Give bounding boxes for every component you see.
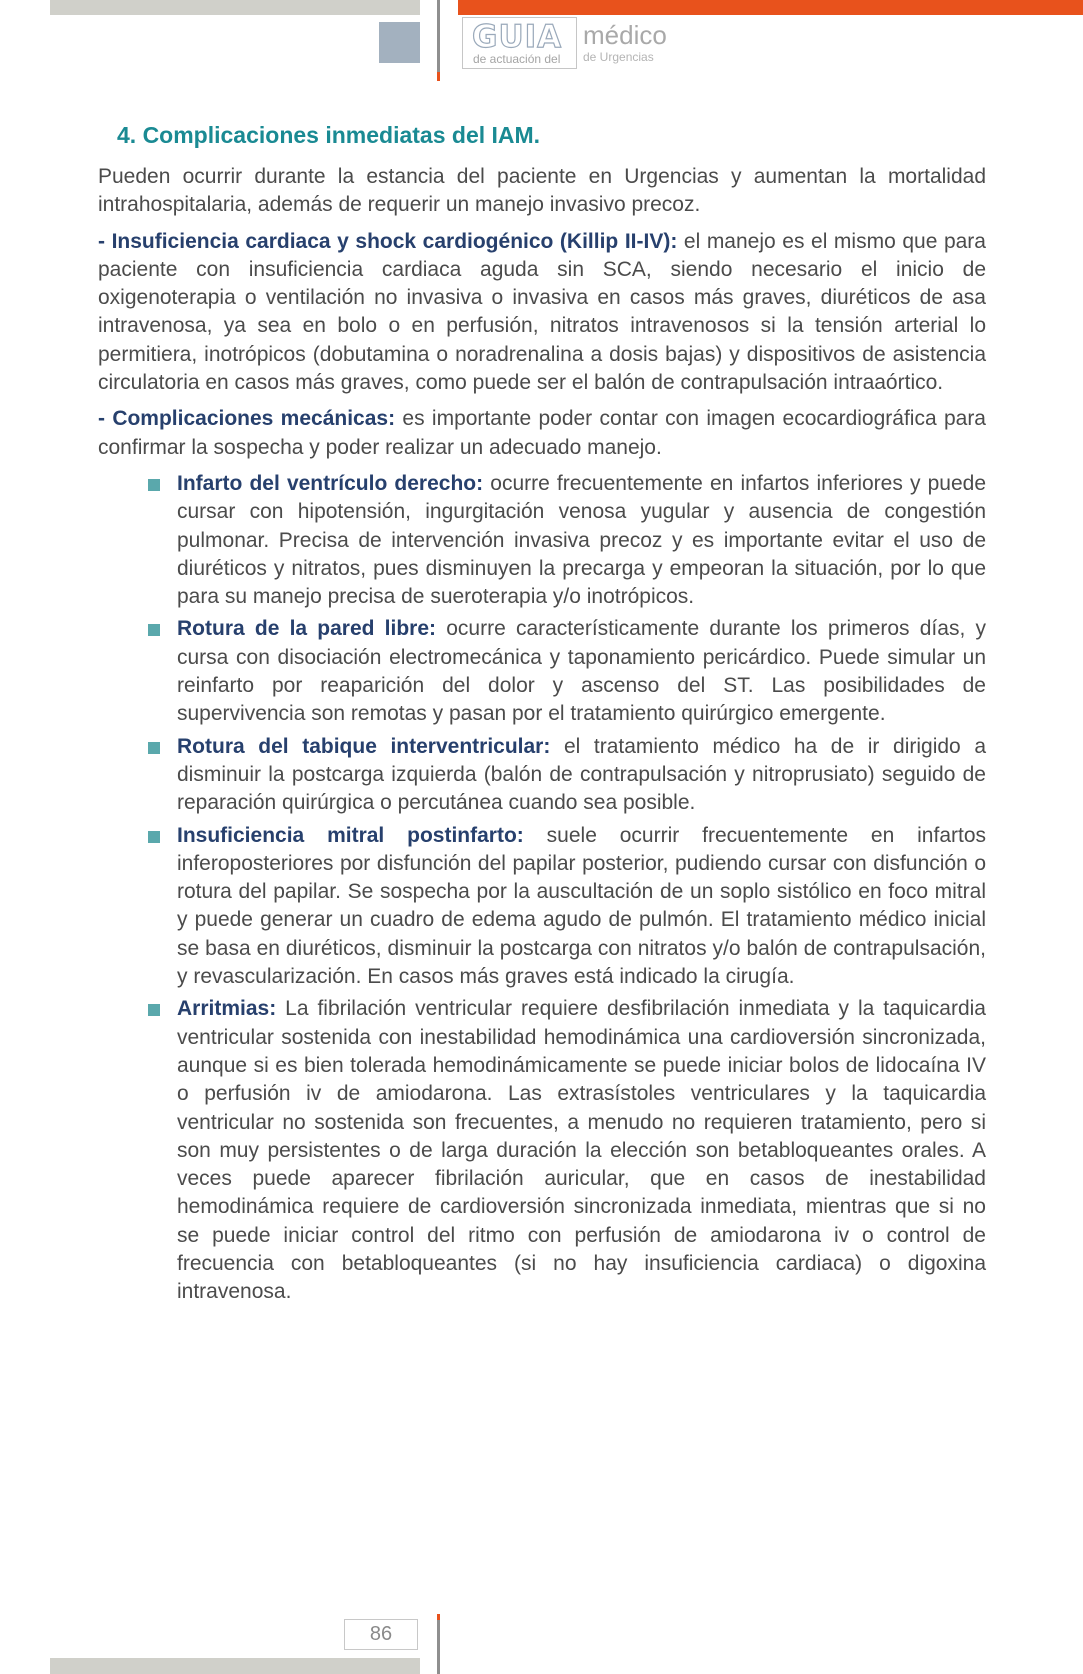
page-number: 86 (344, 1619, 418, 1650)
square-bullet-icon (148, 624, 160, 636)
intro-paragraph: Pueden ocurrir durante la estancia del paciente en Urgencias y aumentan la mortalidad intrahospitalaria, además de requerir un manejo invasivo precoz. (98, 165, 986, 217)
header-square-decoration (379, 22, 420, 63)
square-bullet-icon (148, 479, 160, 491)
mechanical-complications-text: es importante poder contar con imagen ecocardiográfica para confirmar la sospecha y poder realizar un adecuado manejo. (98, 407, 986, 459)
list-item-text: ocurre frecuentemente en infartos inferiores y puede cursar con hipotensión, ingurgitación venosa yugular y ausencia de congestión pulmonar. Precisa de intervención invasiva precoz y es importante evitar el uso de diuréticos y nitratos, pues disminuyen la precarga y empeoran la situación, por lo que para su manejo precisa de sueroterapia y/o inotrópicos. (177, 471, 987, 609)
list-item-text: ocurre característicamente durante los primeros días, y cursa con disociación electromecánica y taponamiento pericárdico. Puede simular un reinfarto por reaparición del dolor y ascenso del ST. Las posibilidades de supervivencia son remotas y pasan por el tratamiento quirúrgico emergente. (177, 617, 986, 726)
list-item-text: el tratamiento médico ha de ir dirigido a disminuir la postcarga izquierda (balón de contrapulsación y nitroprusiato) seguido de reparación quirúrgica o percutánea cuando sea posible. (177, 734, 987, 815)
footer-divider-line (437, 1620, 440, 1674)
square-bullet-icon (148, 1004, 160, 1016)
list-item-septal-rupture (98, 733, 986, 818)
square-bullet-icon (148, 742, 160, 754)
list-item-label: Rotura del tabique interventricular: (177, 734, 551, 758)
mechanical-complications-label: - Complicaciones mecánicas: (98, 407, 396, 431)
list-item-arrhythmias (98, 995, 986, 1306)
header-divider-line (437, 0, 440, 78)
heart-failure-paragraph (98, 228, 986, 398)
list-item-text: suele ocurrir frecuentemente en infartos inferoposteriores por disfunción del papilar posterior, pudiendo cursar con disfunción o rotura del papilar. Se sospecha por la auscultación de un soplo sistólico en foco mitral y puede generar un cuadro de edema agudo de pulmón. El tratamiento médico inicial se basa en diuréticos, disminuir la postcarga con nitratos y/o balón de contrapulsación, y revascularización. En casos más graves está indicado la cirugía. (177, 823, 987, 989)
logo-subtitle-1: de actuación del (473, 52, 561, 66)
header-gray-bar (50, 0, 420, 15)
header-orange-bar (458, 0, 1083, 15)
page-content (98, 122, 986, 1311)
list-item-label: Rotura de la pared libre: (177, 617, 437, 641)
logo-medico-text: médico (583, 20, 667, 50)
guia-logo (462, 17, 577, 69)
list-item-label: Infarto del ventrículo derecho: (177, 471, 484, 495)
list-item-free-wall-rupture (98, 615, 986, 728)
list-item-text: La fibrilación ventricular requiere desfibrilación inmediata y la taquicardia ventricular sostenida con inestabilidad hemodinámica una cardioversión sincronizada, aunque si es bien tolerada hemodinámicamente se puede iniciar bolos de lidocaína IV o perfusión iv de amiodarona. Las extrasístoles ventriculares y la taquicardia ventricular no sostenida son frecuentes, a menudo no requieren tratamiento, pero si son muy persistentes o de larga duración la elección son betabloqueantes orales. A veces puede aparecer fibrilación auricular, que en casos de inestabilidad hemodinámica requiere de cardioversión sincronizada inmediata, mientras que si no se puede iniciar control del ritmo con perfusión de amiodarona iv o control de frecuencia con betabloqueantes (si no hay insuficiencia cardiaca) o digoxina intravenosa. (177, 997, 986, 1304)
heart-failure-text: el manejo es el mismo que para paciente con insuficiencia cardiaca aguda sin SCA, siendo necesario el inicio de oxigenoterapia o ventilación no invasiva o invasiva en casos más graves, diuréticos de asa intravenosa, ya sea en bolo o en perfusión, nitratos intravenosos si la tensión arterial lo permitiera, inotrópicos (dobutamina o noradrenalina a dosis bajas) y dispositivos de asistencia circulatoria en casos más graves, como puede ser el balón de contrapulsación intraaórtico. (98, 229, 986, 395)
list-item-rv-infarct (98, 470, 986, 611)
list-item-label: Insuficiencia mitral postinfarto: (177, 823, 524, 847)
heart-failure-label: - Insuficiencia cardiaca y shock cardiogénico (Killip II-IV): (98, 229, 678, 253)
list-item-mitral-regurgitation (98, 822, 986, 992)
mechanical-complications-paragraph (98, 405, 986, 462)
complications-list (98, 470, 986, 1307)
section-title: 4. Complicaciones inmediatas del IAM. (117, 122, 541, 148)
footer-gray-bar (50, 1658, 420, 1674)
logo-guia-text: GUIA (472, 19, 563, 55)
square-bullet-icon (148, 831, 160, 843)
logo-subtitle-2: de Urgencias (583, 50, 654, 64)
list-item-label: Arritmias: (177, 997, 277, 1021)
header-divider-accent (437, 72, 440, 81)
